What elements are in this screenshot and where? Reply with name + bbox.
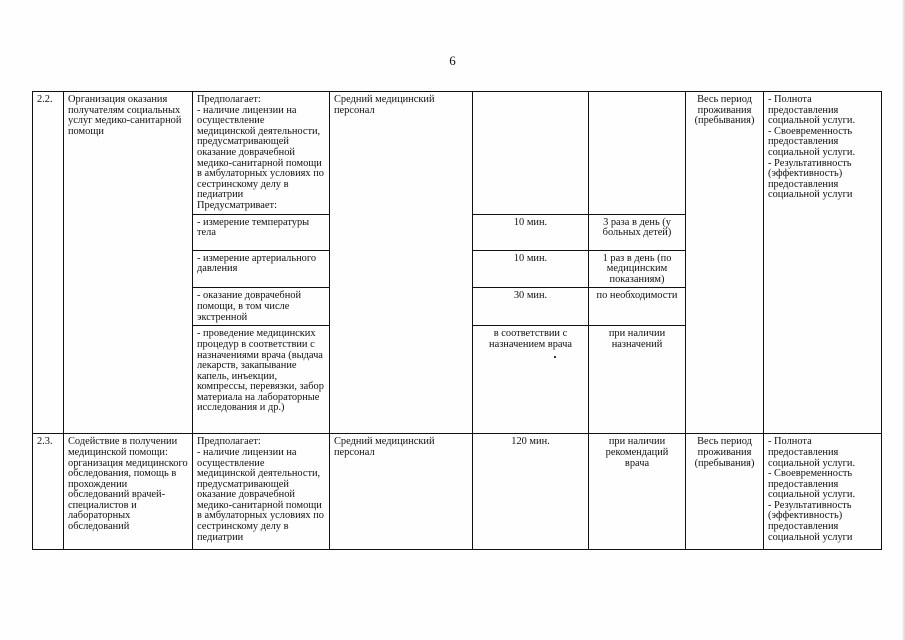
time-cell: 10 мин. <box>473 214 589 250</box>
frequency-cell: при наличии рекомендаций врача <box>589 434 686 550</box>
time-cell: 30 мин. <box>473 288 589 326</box>
term-cell: Весь период проживания (пребывания) <box>686 434 764 550</box>
sub-service-description: - измерение температуры тела <box>193 214 330 250</box>
frequency-cell: 1 раз в день (по медицинским показаниям) <box>589 250 686 288</box>
time-cell <box>473 92 589 215</box>
table-row <box>33 434 882 550</box>
page-number: 6 <box>449 53 456 68</box>
scan-dot <box>554 356 556 358</box>
sub-service-description: - оказание доврачебной помощи, в том числе экстренной <box>193 288 330 326</box>
time-cell-text: в соответствии с назначением врача <box>489 328 572 350</box>
service-name: Содействие в получении медицинской помощи: организация медицинского обследования, помощь в прохождении обследований врачей-специалистов и лабораторных обследований <box>64 434 193 550</box>
row-number: 2.2. <box>33 92 64 434</box>
staff-cell: Средний медицинский персонал <box>330 434 473 550</box>
criteria-cell: - Полнота предоставления социальной услуги. - Своевременность предоставления социальной услуги. - Результативность (эффективность) предоставления социальной услуги <box>764 92 882 434</box>
sub-service-description: - проведение медицинских процедур в соответствии с назначениями врача (выдача лекарств, закапывание капель, инъекции, компрессы, перевязки, забор материала на лабораторные исследования и др.) <box>193 326 330 434</box>
criteria-cell: - Полнота предоставления социальной услуги. - Своевременность предоставления социальной услуги. - Результативность (эффективность) предоставления социальной услуги <box>764 434 882 550</box>
frequency-cell: 3 раза в день (у больных детей) <box>589 214 686 250</box>
time-cell: 120 мин. <box>473 434 589 550</box>
service-description: Предполагает: - наличие лицензии на осуществление медицинской деятельности, предусматривающей оказание доврачебной медико-санитарной помощи в амбулаторных условиях по сестринскому делу в педиатрии Предусматривает: <box>193 92 330 215</box>
frequency-cell: по необходимости <box>589 288 686 326</box>
row-number: 2.3. <box>33 434 64 550</box>
time-cell: 10 мин. <box>473 250 589 288</box>
service-name: Организация оказания получателям социальных услуг медико-санитарной помощи <box>64 92 193 434</box>
table-row <box>33 92 882 215</box>
services-table <box>32 91 882 550</box>
staff-cell: Средний медицинский персонал <box>330 92 473 434</box>
frequency-cell: при наличии назначений <box>589 326 686 434</box>
time-cell <box>473 326 589 434</box>
sub-service-description: - измерение артериального давления <box>193 250 330 288</box>
frequency-cell <box>589 92 686 215</box>
term-cell: Весь период проживания (пребывания) <box>686 92 764 434</box>
service-description: Предполагает: - наличие лицензии на осуществление медицинской деятельности, предусматривающей оказание доврачебной медико-санитарной помощи в амбулаторных условиях по сестринскому делу в педиатрии <box>193 434 330 550</box>
